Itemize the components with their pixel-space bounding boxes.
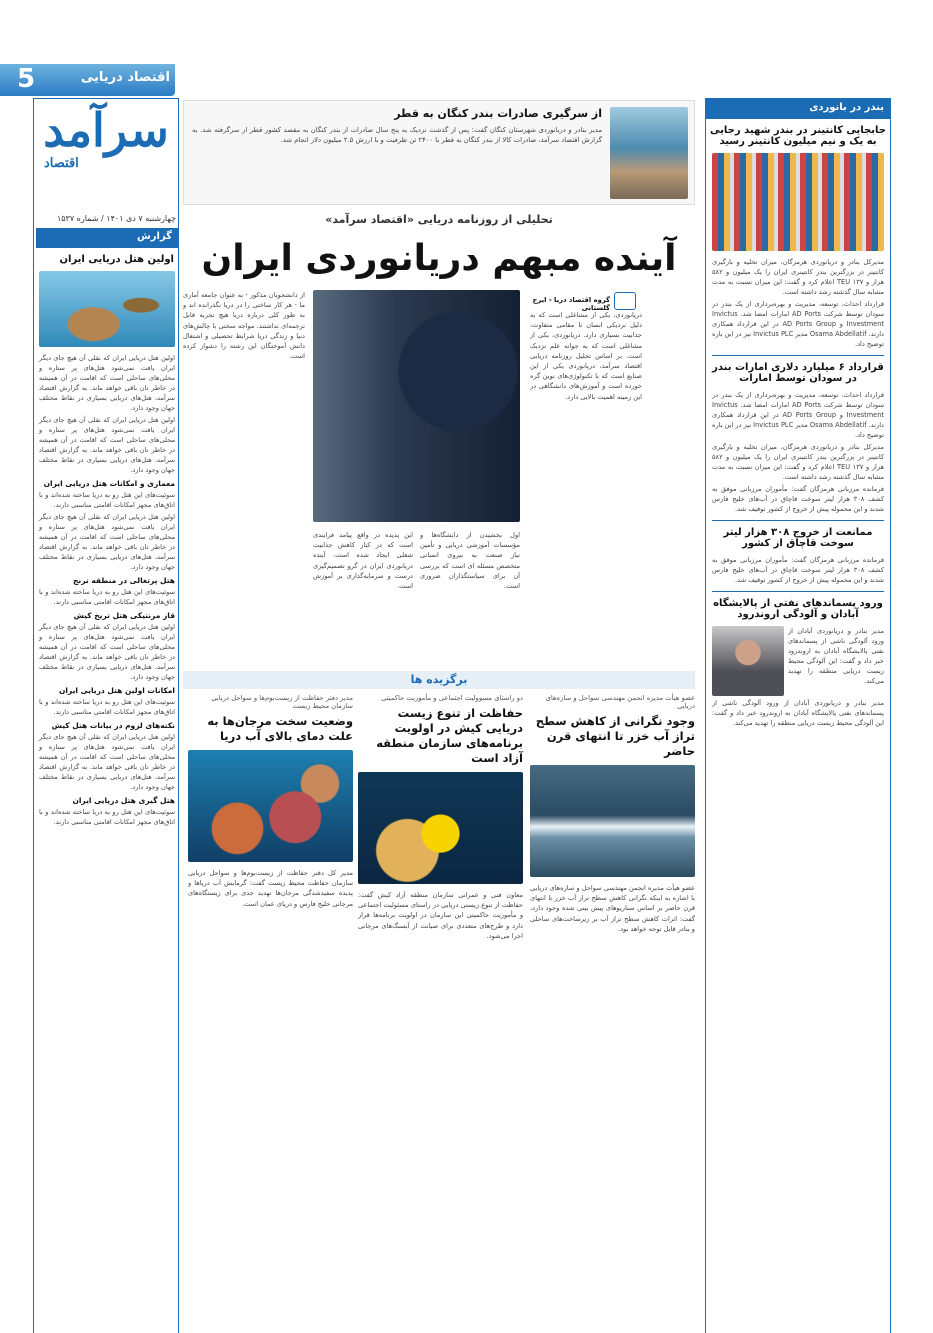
right-story-1-filler: قرارداد احداث، توسعه، مدیریت و بهره‌برداری از یک بندر در سودان توسط شرکت AD Ports امارات امضا شد. Invictus Investment و AD Ports Group در این قرارداد همکاری دارند. Osama Abdellatif مدیر Invictus PLC نیز در این باره توضیح داد. [712, 300, 884, 348]
left-subhead-3: قاز مرنتیکی هتل تریخ کیش [73, 611, 175, 620]
coral-photo [188, 750, 353, 862]
top-story-body: مدیر بنادر و دریانوردی شهرستان کنگان گفت: پس از گذشت نزدیک به پنج سال صادرات از بندر کنگان به مقصد کشور قطر از سرگرفته شد. به گزارش اقتصاد سرآمد، صادرات کالا از بندر کنگان به قطر با ۲۴۰۰ تن ظرفیت و با ارزش ۲.۵ میلیون دلار انجام شد. [192, 126, 602, 144]
top-story-photo [610, 107, 688, 199]
divider [712, 355, 884, 356]
left-column-header: گزارش [36, 228, 178, 248]
left-subhead-4: امکانات اولین هتل دریایی ایران [58, 686, 175, 695]
left-story-body: اولین هتل دریایی ایران که نقلی آن هیچ جای دیگر ایران یافت نمی‌شود هتل‌های پر ستاره و محلی‌های ساحلی است که اقامت در آن همیشه در خاطر تان باقی خواهد ماند. به گزارش اقتصاد سرآمد، هتل‌های دریایی بسیاری در نقاط مختلف جهان وجود دارد. [39, 354, 175, 412]
lead-photo [313, 290, 520, 522]
divider [712, 520, 884, 521]
page-number: 5 [16, 64, 36, 94]
story-kicker: دو راستای مسوولیت اجتماعی و مأموریت حاکمیتی [381, 694, 523, 702]
section-title: اقتصاد دریایی [80, 70, 170, 85]
story-kicker: عضو هیأت مدیره انجمن مهندسی سواحل و سازه‌های دریایی [545, 694, 695, 710]
story-title: حفاظت از تنوع زیست دریایی کیش در اولویت برنامه‌های سازمان منطقه آزاد است [376, 706, 523, 765]
right-story-1-body: مدیرکل بنادر و دریانوردی هرمزگان، میزان تخلیه و بارگیری کانتینر در بزرگترین بندر کانتینری ایران را یک میلیون و ۵۸۲ هزار و ۱۳۷ TEU اعلام کرد و گفت: این میزان نسبت به مدت مشابه سال گذشته رشد داشته است. [712, 258, 884, 296]
left-column [36, 228, 178, 1333]
left-story-filler-5: سوئیت‌های این هتل رو به دریا ساخته شده‌اند و با اتاق‌های مجهز امکانات اقامتی مناسبی دارند. [39, 698, 175, 716]
right-story-1-title: جابجایی کانتینر در بندر شهید رجایی به یک و نیم میلیون کانتینر رسید [710, 125, 886, 147]
right-column-header: بندر در بانوردی [706, 99, 890, 119]
top-story-box [183, 100, 695, 205]
left-subhead-5: نکته‌های لزوم در بیانات هتل کیش [51, 721, 175, 730]
logo-text: سرآمد [43, 103, 169, 157]
story-title: وجود نگرانی از کاهش سطح تراز آب خزر تا انتهای قرن حاضر [535, 714, 695, 758]
featured-bar: برگزیده ها [183, 671, 695, 689]
right-column [705, 98, 891, 1333]
story-body: عضو هیأت مدیره انجمن مهندسی سواحل و سازه‌های دریایی با اشاره به اینکه نگرانی کاهش سطح تراز آب خزر تا انتهای قرن حاضر بر اساس سناریوهای پیش بینی شده وجود دارد، گفت: اثرات کاهش سطح تراز آب بر زیرساخت‌های ساحلی و بنادر قابل توجه خواهد بود. [530, 884, 695, 933]
story-kicker: مدیر دفتر حفاظت از زیست‌بوم‌ها و سواحل دریایی سازمان محیط زیست [211, 694, 353, 710]
lead-kicker: گروه اقتصاد دریا - ایرج گلستانی [532, 296, 610, 312]
right-story-2-filler-b: فرمانده مرزبانی هرمزگان گفت: مأموران مرزبانی موفق به کشف ۳۰۸ هزار لیتر سوخت قاچاق در آب‌های خلیج فارس شدند و این محموله پیش از خروج از کشور توقیف شد. [712, 485, 884, 513]
right-story-4-row [706, 626, 890, 696]
logo-subtext: اقتصاد [44, 156, 79, 171]
story-title: وضعیت سخت مرجان‌ها به علت دمای بالای آب دریا [207, 714, 353, 743]
left-story-filler-6: اولین هتل دریایی ایران که نقلی آن هیچ جای دیگر ایران یافت نمی‌شود هتل‌های پر ستاره و محلی‌های ساحلی است که اقامت در آن همیشه در خاطر تان باقی خواهد ماند. به گزارش اقتصاد سرآمد، هتل‌های دریایی بسیاری در نقاط مختلف جهان وجود دارد. [39, 733, 175, 791]
left-story-filler-7: سوئیت‌های این هتل رو به دریا ساخته شده‌اند و با اتاق‌های مجهز امکانات اقامتی مناسبی دارند. [39, 808, 175, 826]
lead-column-1: دریانوردی، یکی از مشاغلی است که به دلیل نزدیکی انسان تا مقامی متفاوت، جذابیت بسیاری دارد. دریانوردی، یکی از مشاغلی است که به جوانه علم نزدیک است. بر اساس تحلیل روزنامه دریایی اقتصاد سرآمد، دریانوردی یکی از این صنایع است که با تکنولوژی‌های نوین گره خورده است و آموزش‌های دانشگاهی در این زمینه اهمیت بالایی دارد. [530, 311, 642, 401]
left-story-body-2: سوئیت‌های این هتل رو به دریا ساخته شده‌اند و با اتاق‌های مجهز امکانات اقامتی مناسبی دارند. [39, 491, 175, 509]
right-story-2-title: قرارداد ۶ میلیارد دلاری امارات بندر در سودان توسط امارات [712, 362, 884, 384]
left-story-filler-4: اولین هتل دریایی ایران که نقلی آن هیچ جای دیگر ایران یافت نمی‌شود هتل‌های پر ستاره و محلی‌های ساحلی است که اقامت در آن همیشه در خاطر تان باقی خواهد ماند. به گزارش اقتصاد سرآمد، هتل‌های دریایی بسیاری در نقاط مختلف جهان وجود دارد. [39, 623, 175, 681]
right-story-4-filler: مدیر بنادر و دریانوردی آبادان از ورود آلودگی ناشی از پسماندهای نفتی پالایشگاه آبادان به اروندرود خبر داد و گفت: این آلودگی محیط زیست دریایی منطقه را تهدید می‌کند. [712, 699, 884, 727]
story-kish [358, 694, 523, 1333]
lead-column-3: این پدیده در واقع پیامد فرایندی است که در کنار کاهش جذابیت شغلی ایجاد شده است. آینده دریانوردی ایران در گرو تصمیم‌گیری درست و سرمایه‌گذاری بر آموزش است. [313, 531, 413, 591]
hotel-photo [39, 271, 175, 347]
top-story-title: از سرگیری صادرات بندر کنگان به قطر [394, 107, 602, 120]
right-story-2-filler: مدیرکل بنادر و دریانوردی هرمزگان، میزان تخلیه و بارگیری کانتینر در بزرگترین بندر کانتینری ایران را یک میلیون و ۵۸۲ هزار و ۱۳۷ TEU اعلام کرد و گفت: این میزان نسبت به مدت مشابه سال گذشته رشد داشته است. [712, 443, 884, 481]
right-story-3-body: فرمانده مرزبانی هرمزگان گفت: مأموران مرزبانی موفق به کشف ۳۰۸ هزار لیتر سوخت قاچاق در آب‌های خلیج فارس شدند و این محموله پیش از خروج از کشور توقیف شد. [712, 556, 884, 584]
official-portrait [712, 626, 784, 696]
reef-fish-photo [358, 772, 523, 884]
left-subhead-6: هتل گیری هتل دریایی ایران [72, 796, 175, 805]
story-body: مدیر کل دفتر حفاظت از زیست‌بوم‌ها و سواحل دریایی سازمان حفاظت محیط زیست گفت: گرمایش آب دریاها و پدیده سفیدشدگی مرجان‌ها تهدید جدی برای زیستگاه‌های مرجانی خلیج فارس و دریای عمان است. [188, 869, 353, 908]
story-coral [188, 694, 353, 1333]
lead-column-2: از دانشجویان مذکور - به عنوان جامعه آماری ما - هر کار ساختی را در دریا نگذرانده اند و به طور کلی درباره دریا هیچ تجربه قابل ترجمه‌ای نداشتند. مواجه سختی با چالش‌های دنیا و زندگی دریا شرایط تحصیلی و اشتغال دانش آموختگان این رشته را دشوار کرده است. [183, 291, 305, 361]
right-story-3-title: ممانعت از خروج ۳۰۸ هزار لیتر سوخت قاچاق از کشور [723, 527, 873, 549]
lead-title: آینده مبهم دریانوردی ایران [201, 238, 677, 279]
lead-subtitle: تحلیلی از روزنامه دریایی «اقتصاد سرآمد» [325, 213, 553, 226]
dateline: چهارشنبه ۷ دی ۱۴۰۱ / شماره ۱۵۳۷ [56, 214, 176, 223]
lead-column-4: اول بخشیدن از دانشگاه‌ها و مؤسسات آموزشی دریایی و تأمین نیاز صنعت به نیروی انسانی متخصص مسئله ای است که بررسی آن برای سیاستگذاران ضروری است. [420, 531, 520, 591]
left-story-title: اولین هتل دریایی ایران [59, 254, 174, 265]
right-story-2-body: قرارداد احداث، توسعه، مدیریت و بهره‌برداری از یک بندر در سودان توسط شرکت AD Ports امارات امضا شد. Invictus Investment و AD Ports Group در این قرارداد همکاری دارند. Osama Abdellatif مدیر Invictus PLC نیز در این باره توضیح داد. [712, 391, 884, 439]
divider [712, 591, 884, 592]
left-subhead-2: هتل پرتغالی در منطقه ترنج [73, 576, 175, 585]
right-story-4-body: مدیر بنادر و دریانوردی آبادان از ورود آلودگی ناشی از پسماندهای نفتی پالایشگاه آبادان به اروندرود خبر داد و گفت: این آلودگی محیط زیست دریایی منطقه را تهدید می‌کند. [788, 627, 884, 685]
lead-byline-icon [614, 292, 636, 310]
story-body: معاون فنی و عمرانی سازمان منطقه آزاد کیش گفت: حفاظت از تنوع زیستی دریایی در راستای مسئولیت اجتماعی و مأموریت حاکمیتی این سازمان در اولویت برنامه‌ها قرار دارد و طرح‌های متعددی برای صیانت از آبسنگ‌های مرجانی اجرا می‌شود. [358, 891, 523, 940]
port-photo [712, 153, 884, 251]
right-story-4-title: ورود پسماندهای نفتی از پالایشگاه آبادان و آلودگی اروندرود [713, 598, 883, 620]
left-story-filler-3: سوئیت‌های این هتل رو به دریا ساخته شده‌اند و با اتاق‌های مجهز امکانات اقامتی مناسبی دارند. [39, 588, 175, 606]
story-caspian [530, 694, 695, 1333]
left-story-filler-1: اولین هتل دریایی ایران که نقلی آن هیچ جای دیگر ایران یافت نمی‌شود هتل‌های پر ستاره و محلی‌های ساحلی است که اقامت در آن همیشه در خاطر تان باقی خواهد ماند. به گزارش اقتصاد سرآمد، هتل‌های دریایی بسیاری در نقاط مختلف جهان وجود دارد. [39, 416, 175, 474]
left-story-filler-2: اولین هتل دریایی ایران که نقلی آن هیچ جای دیگر ایران یافت نمی‌شود هتل‌های پر ستاره و محلی‌های ساحلی است که اقامت در آن همیشه در خاطر تان باقی خواهد ماند. به گزارش اقتصاد سرآمد، هتل‌های دریایی بسیاری در نقاط مختلف جهان وجود دارد. [39, 513, 175, 571]
left-subhead-1: معماری و امکانات هتل دریایی ایران [43, 479, 175, 488]
caspian-photo [530, 765, 695, 877]
